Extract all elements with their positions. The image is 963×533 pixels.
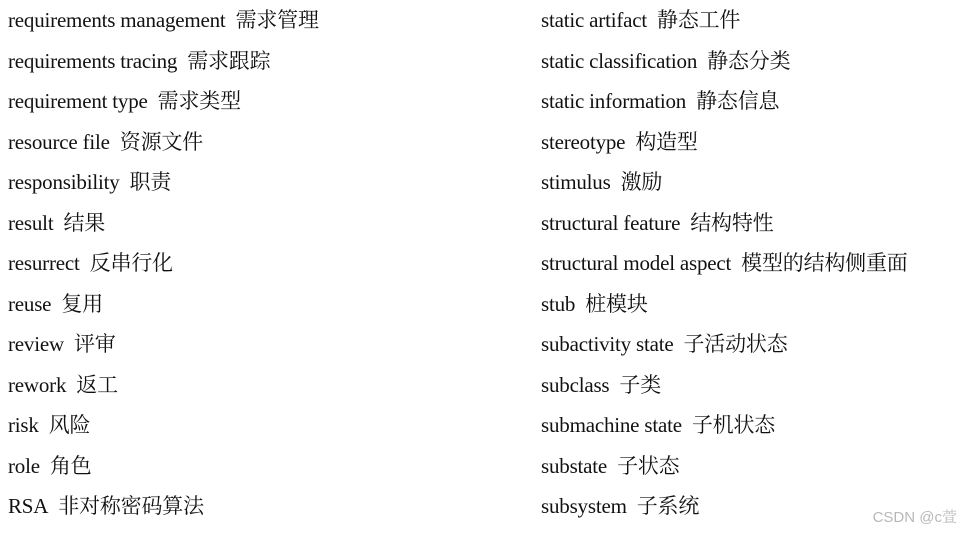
glossary-entry xyxy=(541,41,908,82)
term-chinese: 资源文件 xyxy=(119,129,203,154)
glossary-entry xyxy=(8,365,319,406)
term-english: requirements tracing xyxy=(8,48,178,73)
term-english: static information xyxy=(541,89,687,113)
term-chinese: 需求跟踪 xyxy=(187,48,271,73)
glossary-entry xyxy=(541,365,908,406)
term-english: resource file xyxy=(8,129,110,154)
glossary-entry xyxy=(541,243,908,284)
glossary-entry xyxy=(541,203,908,244)
term-chinese: 职责 xyxy=(129,170,172,194)
term-english: subclass xyxy=(541,372,610,397)
term-chinese: 静态分类 xyxy=(707,48,791,73)
glossary-entry xyxy=(8,324,319,365)
term-chinese: 复用 xyxy=(61,291,103,316)
term-english: subactivity state xyxy=(541,332,674,356)
term-english: static artifact xyxy=(541,8,648,32)
term-chinese: 静态信息 xyxy=(696,89,780,113)
term-english: requirement type xyxy=(8,89,148,113)
term-english: subsystem xyxy=(541,494,627,518)
term-english: stimulus xyxy=(541,170,611,194)
term-chinese: 子类 xyxy=(619,372,662,397)
term-english: structural model aspect xyxy=(541,251,732,275)
term-english: structural feature xyxy=(541,210,681,235)
term-chinese: 返工 xyxy=(76,372,118,397)
term-chinese: 角色 xyxy=(49,453,92,478)
glossary-entry xyxy=(8,203,319,244)
term-chinese: 子活动状态 xyxy=(683,332,788,356)
glossary-entry xyxy=(8,243,319,284)
term-chinese: 静态工件 xyxy=(657,8,741,32)
glossary-entry xyxy=(8,0,319,41)
glossary-entry xyxy=(541,324,908,365)
term-english: substate xyxy=(541,453,608,478)
term-english: role xyxy=(8,453,40,478)
glossary-entry xyxy=(8,81,319,122)
term-chinese: 评审 xyxy=(73,332,116,356)
glossary-entry xyxy=(541,284,908,325)
glossary-entry xyxy=(8,486,319,527)
term-english: responsibility xyxy=(8,170,120,194)
glossary-entry xyxy=(8,446,319,487)
term-chinese: 子系统 xyxy=(636,494,700,518)
glossary-entry xyxy=(8,284,319,325)
term-chinese: 桩模块 xyxy=(585,291,648,316)
term-chinese: 结构特性 xyxy=(690,210,774,235)
term-english: rework xyxy=(8,372,67,397)
term-chinese: 需求管理 xyxy=(235,8,319,32)
glossary-entry xyxy=(8,405,319,446)
glossary-left-column xyxy=(8,0,319,527)
term-chinese: 模型的结构侧重面 xyxy=(741,251,908,275)
glossary-entry xyxy=(541,446,908,487)
glossary-right-column xyxy=(541,0,908,527)
glossary-entry xyxy=(541,486,908,527)
glossary-entry xyxy=(541,122,908,163)
term-english: resurrect xyxy=(8,251,80,275)
term-english: RSA xyxy=(8,494,49,518)
glossary-entry xyxy=(541,81,908,122)
term-english: risk xyxy=(8,413,39,437)
term-chinese: 非对称密码算法 xyxy=(58,494,204,518)
term-english: reuse xyxy=(8,291,52,316)
term-chinese: 子状态 xyxy=(617,453,680,478)
glossary-entry xyxy=(541,0,908,41)
glossary-entry xyxy=(8,41,319,82)
term-english: submachine state xyxy=(541,413,682,437)
term-chinese: 构造型 xyxy=(635,129,698,154)
term-english: stereotype xyxy=(541,129,626,154)
glossary-entry xyxy=(8,122,319,163)
csdn-watermark: CSDN @c萱 xyxy=(872,509,957,526)
term-english: stub xyxy=(541,291,576,316)
term-chinese: 结果 xyxy=(63,210,106,235)
term-english: requirements management xyxy=(8,8,226,32)
term-chinese: 子机状态 xyxy=(691,413,776,437)
term-english: result xyxy=(8,210,54,235)
term-english: review xyxy=(8,332,64,356)
term-chinese: 激励 xyxy=(620,170,663,194)
glossary-entry xyxy=(541,162,908,203)
term-chinese: 反串行化 xyxy=(89,251,173,275)
term-chinese: 风险 xyxy=(48,413,91,437)
glossary-entry xyxy=(8,162,319,203)
term-chinese: 需求类型 xyxy=(157,89,241,113)
term-english: static classification xyxy=(541,48,698,73)
glossary-entry xyxy=(541,405,908,446)
